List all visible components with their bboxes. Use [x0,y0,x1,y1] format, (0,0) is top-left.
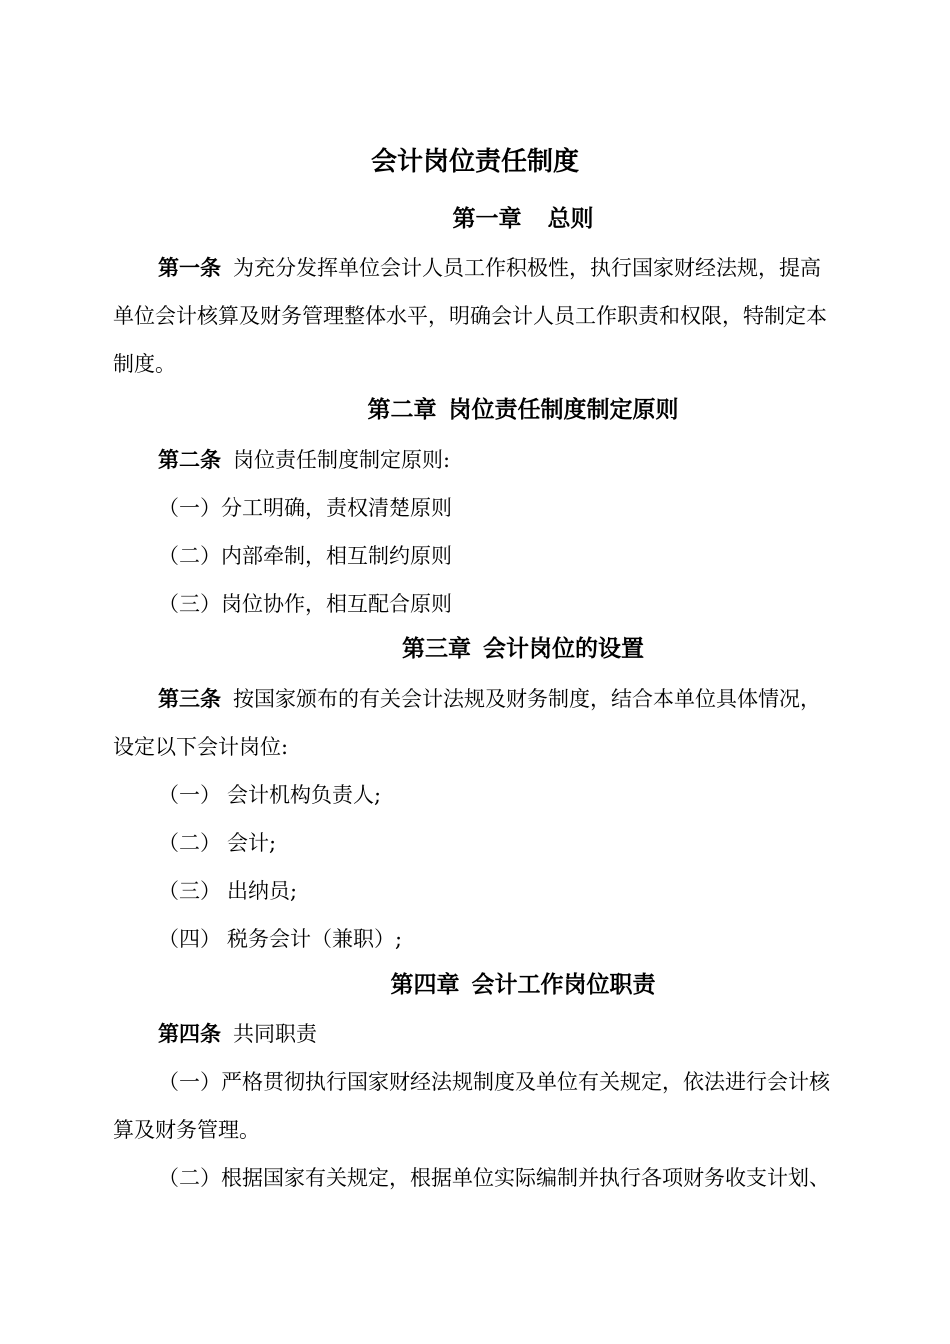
article-4-line [158,1017,317,1051]
article-3-item-2-text: 会计; [227,831,277,855]
article-1-text-1: 为充分发挥单位会计人员工作积极性，执行国家财经法规，提高 [233,256,821,280]
article-3-item-1-num: （一） [158,783,221,807]
article-3-item-3-num: （三） [158,879,221,903]
article-1-line-1 [158,251,821,285]
article-1-line-2: 单位会计核算及财务管理整体水平，明确会计人员工作职责和权限，特制定本 [113,304,827,328]
article-3-item-4 [158,922,402,956]
article-3-item-1-text: 会计机构负责人; [227,783,382,807]
article-3-item-4-num: （四） [158,927,221,951]
article-2-item-2: （二）内部牵制，相互制约原则 [158,544,452,568]
article-3-item-2-num: （二） [158,831,221,855]
chapter-2-name: 岗位责任制度制定原则 [448,396,679,423]
article-3-item-3-text: 出纳员; [227,879,298,903]
chapter-4-heading [0,967,950,1003]
article-2-text: 岗位责任制度制定原则: [233,448,451,472]
article-4-label: 第四条 [158,1021,221,1046]
chapter-1-label: 第一章 [452,205,522,232]
article-3-item-4-text: 税务会计（兼职）; [227,927,403,951]
chapter-3-label: 第三章 [402,635,471,662]
article-4-item-2-line-1: （二）根据国家有关规定，根据单位实际编制并执行各项财务收支计划、 [158,1166,830,1190]
article-3-item-1 [158,778,381,812]
article-1-label: 第一条 [158,255,221,280]
chapter-3-heading [0,631,950,667]
article-3-item-3 [158,874,297,908]
article-2-line [158,443,450,477]
article-3-item-2 [158,826,276,860]
chapter-4-label: 第四章 [390,971,460,998]
article-1-line-3: 制度。 [113,352,176,376]
chapter-2-label: 第二章 [367,396,437,423]
chapter-2-heading [0,392,950,428]
chapter-1-heading [0,201,950,237]
article-2-label: 第二条 [158,447,221,472]
article-3-line-2: 设定以下会计岗位: [113,735,289,759]
article-4-text: 共同职责 [233,1022,317,1046]
document-title: 会计岗位责任制度 [370,147,579,177]
article-3-text-1: 按国家颁布的有关会计法规及财务制度，结合本单位具体情况， [233,687,821,711]
article-3-line-1 [158,682,821,716]
chapter-1-name: 总则 [547,205,594,232]
article-2-item-3: （三）岗位协作，相互配合原则 [158,592,452,616]
chapter-4-name: 会计工作岗位职责 [471,971,656,998]
article-3-label: 第三条 [158,686,221,711]
chapter-3-name: 会计岗位的设置 [483,635,644,662]
article-4-item-1-line-1: （一）严格贯彻执行国家财经法规制度及单位有关规定，依法进行会计核 [158,1070,830,1094]
article-4-item-1-line-2: 算及财务管理。 [113,1118,260,1142]
article-2-item-1: （一）分工明确，责权清楚原则 [158,496,452,520]
